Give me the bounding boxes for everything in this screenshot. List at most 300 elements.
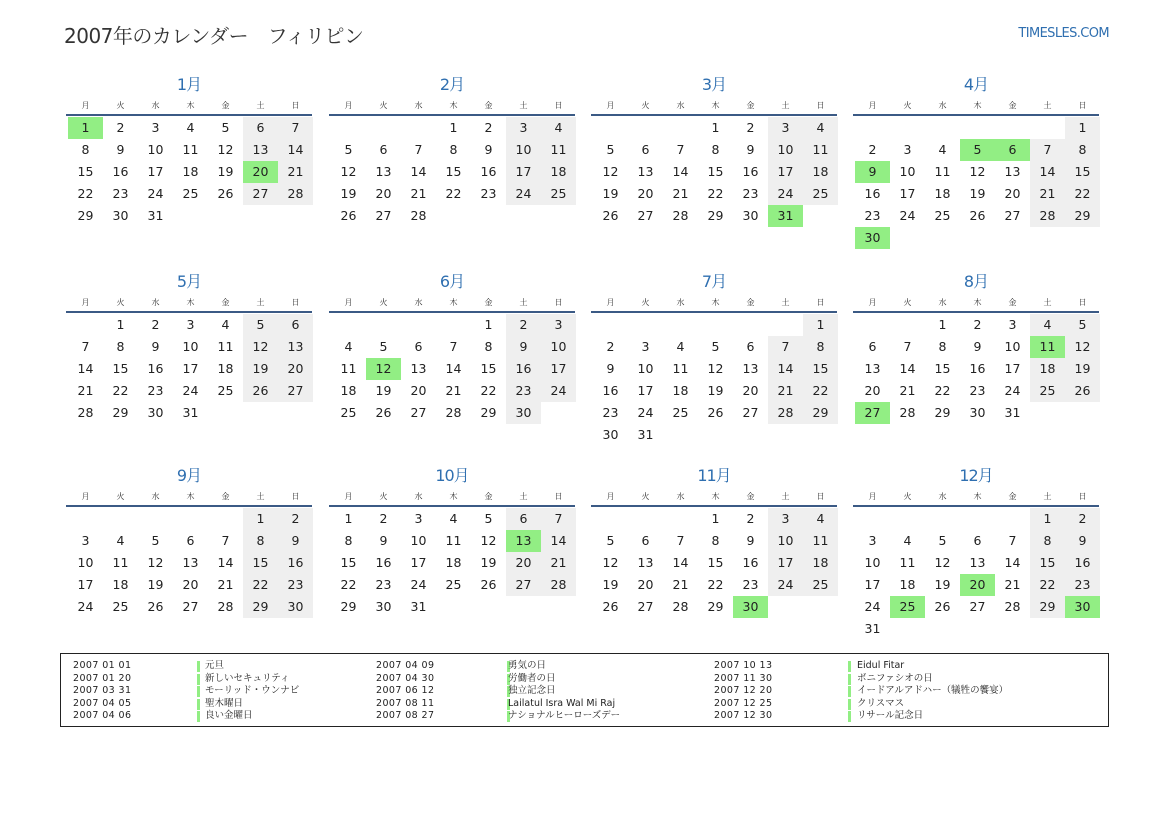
day-cell: 18 xyxy=(182,164,199,179)
day-cell: 17 xyxy=(410,555,427,570)
weekday-label: 金 xyxy=(746,491,755,501)
day-cell: 12 xyxy=(707,361,724,376)
weekday-label: 土 xyxy=(1043,491,1052,501)
day-cell: 25 xyxy=(803,574,838,596)
day-cell: 4 xyxy=(449,511,458,526)
day-cell: 4 xyxy=(541,117,576,139)
month-block xyxy=(591,271,837,446)
empty-cell xyxy=(366,314,401,336)
holiday-day-cell: 1 xyxy=(68,117,103,139)
weekday-label: 土 xyxy=(256,100,265,110)
weekday-label: 木 xyxy=(186,100,195,110)
holiday-day-cell: 5 xyxy=(960,139,995,161)
day-cell: 2 xyxy=(278,508,313,530)
weekday-label: 水 xyxy=(151,100,160,110)
holiday-date: 2007 01 01 xyxy=(73,660,132,671)
day-cell: 25 xyxy=(112,599,129,614)
day-cell: 31 xyxy=(864,621,881,636)
month-name xyxy=(591,74,837,96)
day-cell: 14 xyxy=(672,164,689,179)
weekday-label: 金 xyxy=(221,297,230,307)
day-cell: 20 xyxy=(637,186,654,201)
day-cell: 16 xyxy=(278,552,313,574)
empty-cell xyxy=(995,508,1030,530)
day-cell: 8 xyxy=(711,142,720,157)
day-cell: 5 xyxy=(484,511,493,526)
day-cell: 6 xyxy=(973,533,982,548)
day-cell: 20 xyxy=(637,577,654,592)
day-cell: 26 xyxy=(969,208,986,223)
day-cell: 4 xyxy=(221,317,230,332)
day-cell: 10 xyxy=(77,555,94,570)
day-cell: 24 xyxy=(864,599,881,614)
weekday-label: 日 xyxy=(816,100,825,110)
day-cell: 7 xyxy=(541,508,576,530)
day-cell: 15 xyxy=(707,164,724,179)
day-cell: 13 xyxy=(969,555,986,570)
weekday-label: 土 xyxy=(1043,100,1052,110)
holiday-date: 2007 12 25 xyxy=(714,697,773,709)
weekday-label: 土 xyxy=(781,491,790,501)
day-cell: 10 xyxy=(541,336,576,358)
day-cell: 30 xyxy=(602,427,619,442)
day-cell: 24 xyxy=(182,383,199,398)
weekday-label: 月 xyxy=(81,491,90,501)
day-cell: 1 xyxy=(449,120,458,135)
day-cell: 27 xyxy=(375,208,392,223)
empty-cell xyxy=(698,314,733,336)
weekday-label: 日 xyxy=(554,491,563,501)
empty-cell xyxy=(925,508,960,530)
day-cell: 4 xyxy=(676,339,685,354)
day-cell: 17 xyxy=(1004,361,1021,376)
day-cell: 19 xyxy=(969,186,986,201)
weekday-label: 日 xyxy=(816,491,825,501)
weekday-label: 水 xyxy=(938,100,947,110)
day-cell: 5 xyxy=(606,142,615,157)
empty-cell xyxy=(628,508,663,530)
empty-cell xyxy=(593,508,628,530)
day-cell: 8 xyxy=(116,339,125,354)
weekday-label: 土 xyxy=(781,297,790,307)
empty-cell xyxy=(401,117,436,139)
holiday-name: 新しいセキュリティ xyxy=(205,672,290,684)
day-cell: 2 xyxy=(973,317,982,332)
day-grid xyxy=(329,313,575,424)
day-cell: 7 xyxy=(768,336,803,358)
day-cell: 8 xyxy=(938,339,947,354)
weekday-label: 月 xyxy=(344,491,353,501)
day-cell: 18 xyxy=(934,186,951,201)
weekday-label: 日 xyxy=(554,297,563,307)
day-cell: 19 xyxy=(707,383,724,398)
holiday-date: 2007 10 13 xyxy=(714,660,773,671)
day-cell: 6 xyxy=(641,142,650,157)
weekday-label: 金 xyxy=(746,297,755,307)
month-name-label: 12月 xyxy=(959,466,993,485)
day-cell: 6 xyxy=(506,508,541,530)
day-cell: 11 xyxy=(541,139,576,161)
holiday-name: クリスマス xyxy=(857,697,905,709)
day-cell: 27 xyxy=(742,405,759,420)
weekday-label: 木 xyxy=(449,297,458,307)
weekday-label: 日 xyxy=(291,100,300,110)
day-cell: 8 xyxy=(711,533,720,548)
day-cell: 31 xyxy=(147,208,164,223)
day-cell: 7 xyxy=(414,142,423,157)
month-block xyxy=(66,74,312,227)
weekday-label: 火 xyxy=(903,491,912,501)
day-cell: 7 xyxy=(1008,533,1017,548)
day-cell: 15 xyxy=(112,361,129,376)
day-cell: 2 xyxy=(506,314,541,336)
day-cell: 28 xyxy=(278,183,313,205)
day-cell: 13 xyxy=(1004,164,1021,179)
month-name-label: 6月 xyxy=(439,272,465,291)
day-cell: 23 xyxy=(147,383,164,398)
holiday-name: 元旦 xyxy=(205,660,225,671)
weekday-header xyxy=(329,293,575,313)
weekday-header xyxy=(66,487,312,507)
month-name-label: 7月 xyxy=(701,272,727,291)
empty-cell xyxy=(628,117,663,139)
weekday-label: 月 xyxy=(868,100,877,110)
day-cell: 8 xyxy=(243,530,278,552)
day-cell: 24 xyxy=(410,577,427,592)
day-cell: 12 xyxy=(217,142,234,157)
day-cell: 21 xyxy=(672,577,689,592)
holiday-day-cell: 30 xyxy=(1065,596,1100,618)
day-cell: 30 xyxy=(112,208,129,223)
holiday-date: 2007 12 30 xyxy=(714,710,773,721)
day-cell: 10 xyxy=(637,361,654,376)
day-cell: 17 xyxy=(182,361,199,376)
day-cell: 29 xyxy=(480,405,497,420)
day-cell: 6 xyxy=(868,339,877,354)
day-cell: 2 xyxy=(606,339,615,354)
holiday-day-cell: 6 xyxy=(995,139,1030,161)
day-cell: 2 xyxy=(746,120,755,135)
day-cell: 12 xyxy=(243,336,278,358)
holiday-date: 2007 04 06 xyxy=(73,710,132,721)
weekday-label: 火 xyxy=(641,100,650,110)
weekday-label: 金 xyxy=(1008,100,1017,110)
weekday-label: 日 xyxy=(816,297,825,307)
holiday-marker xyxy=(197,711,200,722)
day-cell: 11 xyxy=(217,339,234,354)
holiday-date: 2007 01 20 xyxy=(73,672,132,684)
day-cell: 19 xyxy=(934,577,951,592)
day-cell: 24 xyxy=(768,574,803,596)
holiday-name: 勇気の日 xyxy=(508,660,547,671)
day-cell: 15 xyxy=(707,555,724,570)
day-cell: 11 xyxy=(934,164,951,179)
empty-cell xyxy=(663,117,698,139)
day-cell: 22 xyxy=(77,186,94,201)
weekday-label: 土 xyxy=(256,491,265,501)
holiday-name: Lailatul Isra Wal Mi Raj xyxy=(508,697,616,709)
holiday-marker xyxy=(848,711,851,722)
day-cell: 23 xyxy=(602,405,619,420)
weekday-label: 金 xyxy=(221,491,230,501)
day-grid xyxy=(853,313,1099,424)
day-cell: 27 xyxy=(637,599,654,614)
holiday-name: モーリッド・ウンナビ xyxy=(205,685,300,696)
day-grid xyxy=(66,116,312,227)
month-name-label: 8月 xyxy=(963,272,989,291)
day-cell: 29 xyxy=(803,402,838,424)
weekday-label: 土 xyxy=(1043,297,1052,307)
holiday-marker xyxy=(197,686,200,697)
day-cell: 22 xyxy=(934,383,951,398)
day-cell: 1 xyxy=(711,120,720,135)
day-cell: 1 xyxy=(938,317,947,332)
day-cell: 25 xyxy=(541,183,576,205)
weekday-label: 火 xyxy=(116,100,125,110)
day-cell: 13 xyxy=(864,361,881,376)
day-cell: 5 xyxy=(344,142,353,157)
day-cell: 31 xyxy=(1004,405,1021,420)
month-name-label: 3月 xyxy=(701,75,727,94)
day-cell: 17 xyxy=(768,161,803,183)
month-name xyxy=(591,465,837,487)
holiday-marker xyxy=(848,699,851,710)
site-link[interactable]: TIMESLES.COM xyxy=(1018,26,1109,41)
day-cell: 11 xyxy=(672,361,689,376)
day-cell: 13 xyxy=(375,164,392,179)
day-cell: 21 xyxy=(278,161,313,183)
day-cell: 1 xyxy=(1065,117,1100,139)
empty-cell xyxy=(855,117,890,139)
day-cell: 6 xyxy=(379,142,388,157)
day-cell: 30 xyxy=(742,208,759,223)
holiday-date: 2007 08 11 xyxy=(376,697,435,709)
day-cell: 14 xyxy=(1004,555,1021,570)
day-cell: 14 xyxy=(768,358,803,380)
day-cell: 5 xyxy=(938,533,947,548)
day-cell: 27 xyxy=(182,599,199,614)
weekday-label: 火 xyxy=(641,297,650,307)
month-name-label: 1月 xyxy=(176,75,202,94)
day-cell: 7 xyxy=(81,339,90,354)
weekday-header xyxy=(853,487,1099,507)
day-cell: 21 xyxy=(77,383,94,398)
holiday-date: 2007 04 09 xyxy=(376,660,435,671)
day-cell: 21 xyxy=(541,552,576,574)
day-cell: 30 xyxy=(375,599,392,614)
weekday-header xyxy=(329,96,575,116)
day-cell: 8 xyxy=(484,339,493,354)
day-cell: 13 xyxy=(637,555,654,570)
day-cell: 25 xyxy=(1030,380,1065,402)
day-cell: 9 xyxy=(1065,530,1100,552)
weekday-label: 木 xyxy=(449,100,458,110)
day-cell: 15 xyxy=(340,555,357,570)
month-block xyxy=(66,271,312,424)
day-cell: 30 xyxy=(969,405,986,420)
day-cell: 18 xyxy=(803,552,838,574)
day-cell: 1 xyxy=(711,511,720,526)
weekday-label: 木 xyxy=(973,297,982,307)
day-cell: 22 xyxy=(112,383,129,398)
day-cell: 25 xyxy=(340,405,357,420)
weekday-label: 日 xyxy=(1078,297,1087,307)
day-cell: 20 xyxy=(506,552,541,574)
day-cell: 31 xyxy=(182,405,199,420)
weekday-label: 日 xyxy=(1078,100,1087,110)
day-cell: 20 xyxy=(1004,186,1021,201)
day-cell: 28 xyxy=(1030,205,1065,227)
month-block xyxy=(853,271,1099,424)
weekday-label: 木 xyxy=(711,491,720,501)
day-cell: 24 xyxy=(77,599,94,614)
empty-cell xyxy=(593,117,628,139)
day-cell: 6 xyxy=(278,314,313,336)
day-cell: 26 xyxy=(243,380,278,402)
day-cell: 23 xyxy=(742,186,759,201)
day-cell: 22 xyxy=(445,186,462,201)
day-cell: 3 xyxy=(81,533,90,548)
empty-cell xyxy=(138,508,173,530)
empty-cell xyxy=(366,117,401,139)
weekday-label: 月 xyxy=(606,100,615,110)
day-cell: 14 xyxy=(217,555,234,570)
weekday-label: 月 xyxy=(344,100,353,110)
day-cell: 22 xyxy=(340,577,357,592)
day-cell: 19 xyxy=(243,358,278,380)
weekday-header xyxy=(853,96,1099,116)
day-cell: 15 xyxy=(445,164,462,179)
day-cell: 25 xyxy=(217,383,234,398)
month-name xyxy=(329,74,575,96)
day-cell: 9 xyxy=(506,336,541,358)
day-cell: 28 xyxy=(217,599,234,614)
weekday-header xyxy=(66,293,312,313)
empty-cell xyxy=(103,508,138,530)
day-cell: 26 xyxy=(217,186,234,201)
day-cell: 16 xyxy=(480,164,497,179)
day-cell: 9 xyxy=(484,142,493,157)
day-cell: 23 xyxy=(480,186,497,201)
day-cell: 26 xyxy=(934,599,951,614)
day-cell: 9 xyxy=(116,142,125,157)
day-cell: 10 xyxy=(147,142,164,157)
empty-cell xyxy=(68,314,103,336)
holiday-marker xyxy=(197,699,200,710)
day-cell: 21 xyxy=(410,186,427,201)
day-cell: 22 xyxy=(480,383,497,398)
day-cell: 19 xyxy=(147,577,164,592)
holiday-date: 2007 12 20 xyxy=(714,685,773,696)
day-cell: 10 xyxy=(182,339,199,354)
weekday-header xyxy=(853,293,1099,313)
day-cell: 29 xyxy=(340,599,357,614)
day-grid xyxy=(591,313,837,446)
day-cell: 28 xyxy=(672,208,689,223)
day-cell: 15 xyxy=(1030,552,1065,574)
day-cell: 19 xyxy=(602,577,619,592)
day-cell: 4 xyxy=(1030,314,1065,336)
holiday-name: ナショナルヒーローズデー xyxy=(508,710,621,721)
weekday-label: 金 xyxy=(1008,297,1017,307)
day-cell: 26 xyxy=(147,599,164,614)
holiday-day-cell: 30 xyxy=(733,596,768,618)
day-cell: 9 xyxy=(606,361,615,376)
day-cell: 20 xyxy=(375,186,392,201)
day-cell: 27 xyxy=(278,380,313,402)
holiday-day-cell: 25 xyxy=(890,596,925,618)
holiday-day-cell: 12 xyxy=(366,358,401,380)
day-cell: 14 xyxy=(899,361,916,376)
weekday-label: 土 xyxy=(781,100,790,110)
day-cell: 27 xyxy=(969,599,986,614)
weekday-label: 木 xyxy=(711,100,720,110)
day-cell: 12 xyxy=(602,164,619,179)
day-cell: 23 xyxy=(112,186,129,201)
day-cell: 3 xyxy=(414,511,423,526)
day-cell: 2 xyxy=(1065,508,1100,530)
empty-cell xyxy=(401,314,436,336)
day-cell: 6 xyxy=(186,533,195,548)
day-cell: 17 xyxy=(637,383,654,398)
day-cell: 4 xyxy=(803,508,838,530)
day-cell: 7 xyxy=(1030,139,1065,161)
day-cell: 20 xyxy=(278,358,313,380)
holiday-date: 2007 08 27 xyxy=(376,710,435,721)
day-cell: 17 xyxy=(864,577,881,592)
holiday-day-cell: 20 xyxy=(960,574,995,596)
empty-cell xyxy=(890,117,925,139)
weekday-header xyxy=(329,487,575,507)
day-cell: 10 xyxy=(506,139,541,161)
holiday-marker xyxy=(848,661,851,672)
weekday-label: 金 xyxy=(746,100,755,110)
day-cell: 29 xyxy=(112,405,129,420)
weekday-label: 火 xyxy=(116,297,125,307)
holiday-marker xyxy=(848,674,851,685)
day-cell: 9 xyxy=(746,142,755,157)
day-cell: 18 xyxy=(217,361,234,376)
day-cell: 8 xyxy=(1065,139,1100,161)
day-cell: 8 xyxy=(1030,530,1065,552)
day-cell: 5 xyxy=(711,339,720,354)
day-cell: 21 xyxy=(672,186,689,201)
month-name xyxy=(329,465,575,487)
day-cell: 27 xyxy=(506,574,541,596)
day-cell: 16 xyxy=(375,555,392,570)
empty-cell xyxy=(663,508,698,530)
day-cell: 20 xyxy=(410,383,427,398)
day-cell: 30 xyxy=(506,402,541,424)
empty-cell xyxy=(173,508,208,530)
holiday-date: 2007 04 05 xyxy=(73,697,132,709)
day-cell: 16 xyxy=(147,361,164,376)
day-cell: 2 xyxy=(868,142,877,157)
holiday-name: リサール記念日 xyxy=(857,710,924,721)
day-cell: 16 xyxy=(864,186,881,201)
weekday-label: 水 xyxy=(414,100,423,110)
day-cell: 15 xyxy=(77,164,94,179)
empty-cell xyxy=(628,314,663,336)
day-cell: 4 xyxy=(186,120,195,135)
month-name xyxy=(853,271,1099,293)
day-grid xyxy=(66,507,312,618)
day-cell: 5 xyxy=(606,533,615,548)
day-grid xyxy=(591,507,837,618)
day-cell: 24 xyxy=(899,208,916,223)
day-cell: 9 xyxy=(379,533,388,548)
day-cell: 31 xyxy=(410,599,427,614)
